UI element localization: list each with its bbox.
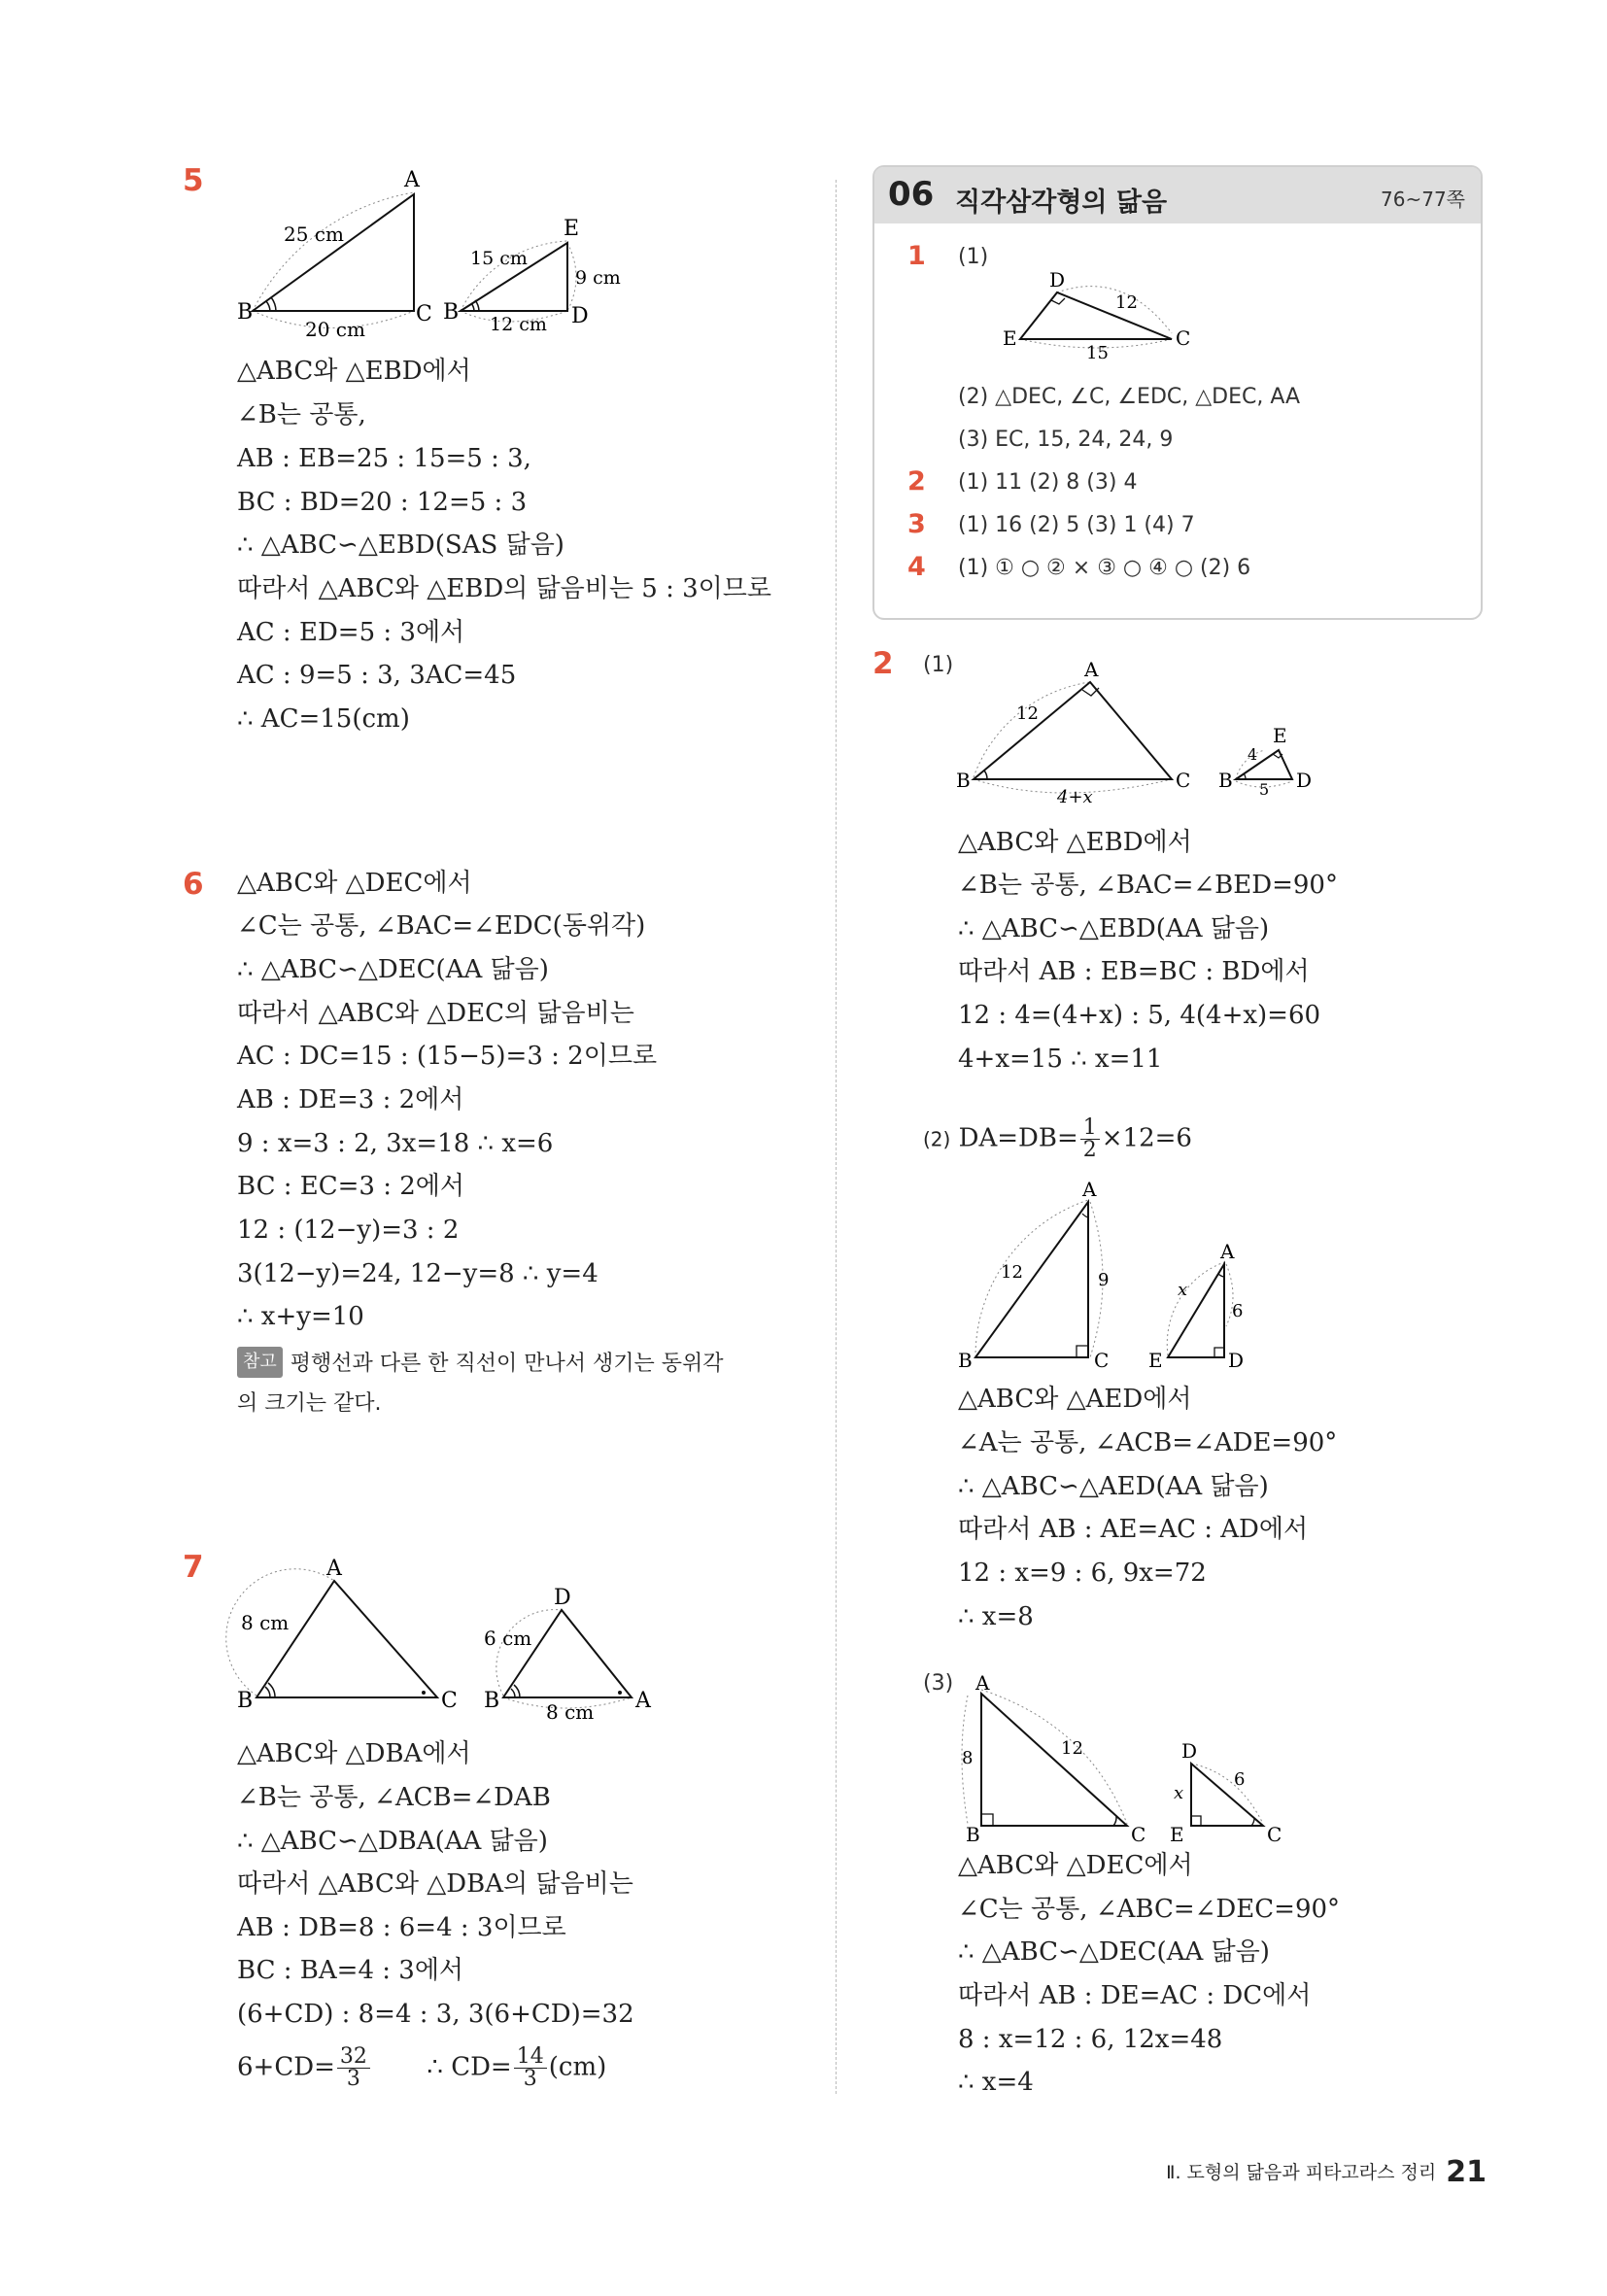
p2-s2-side-ab: 12 <box>1001 1262 1023 1283</box>
p6-line-1: △ABC와 △DEC에서 <box>237 869 472 898</box>
p7-vertex-a: A <box>326 1557 342 1581</box>
box-answer-1-number: 1 <box>907 241 926 271</box>
p6-note <box>237 1347 724 1379</box>
p2-s1-line-4: 따라서 AB : EB=BC : BD에서 <box>958 957 1310 986</box>
p2-s3-vertex-c: C <box>1131 1823 1146 1846</box>
p6-line-3: ∴ △ABC∽△DEC(AA 닮음) <box>237 955 549 984</box>
p5-side-bd: 12 cm <box>490 314 547 335</box>
problem-6-number: 6 <box>183 867 204 902</box>
p6-line-2: ∠C는 공통, ∠BAC=∠EDC(동위각) <box>237 911 646 941</box>
p2-s1-line-3: ∴ △ABC∽△EBD(AA 닮음) <box>958 914 1270 943</box>
p2-s3-line-5: 8 : x=12 : 6, 12x=48 <box>958 2025 1223 2054</box>
box-fig-vertex-c: C <box>1176 326 1191 350</box>
p2-s2-side-ad: 6 <box>1232 1301 1244 1321</box>
problem-7-figure <box>233 1559 680 1725</box>
p7-line-5: AB : DB=8 : 6=4 : 3이므로 <box>237 1913 566 1942</box>
box-answer-1-part3: (3) EC, 15, 24, 24, 9 <box>958 428 1174 452</box>
p5-vertex-b2: B <box>443 300 460 325</box>
p2-s2-vertex-c: C <box>1094 1349 1110 1372</box>
section-06-answer-box <box>872 165 1483 620</box>
p2-s1-side-bc: 4+x <box>1057 787 1093 807</box>
p6-line-6: AB : DE=3 : 2에서 <box>237 1085 464 1114</box>
p6-line-8: BC : EC=3 : 2에서 <box>237 1172 465 1201</box>
p2-s3-vertex-e: E <box>1170 1823 1184 1846</box>
p6-line-7: 9 : x=3 : 2, 3x=18 ∴ x=6 <box>237 1129 554 1158</box>
p5-line-7: AC : ED=5 : 3에서 <box>237 618 465 647</box>
p2-s2-vertex-d: D <box>1228 1349 1245 1372</box>
p2-s3-side-ac: 12 <box>1061 1738 1083 1759</box>
p6-note-text-1: 평행선과 다른 한 직선이 만나서 생기는 동위각 <box>290 1352 724 1376</box>
p2-s2-line-4: 따라서 AB : AE=AC : AD에서 <box>958 1515 1309 1544</box>
p5-line-1: △ABC와 △EBD에서 <box>237 357 471 386</box>
p2-s2-label: (2) <box>923 1127 951 1151</box>
p2-s2-figure <box>952 1178 1282 1375</box>
page-footer <box>1166 2155 1487 2189</box>
p2-s1-vertex-e: E <box>1273 724 1287 747</box>
p7-vertex-b: B <box>237 1689 254 1713</box>
p2-s2-side-ae: x <box>1178 1280 1188 1300</box>
frac-denominator: 3 <box>346 2067 360 2091</box>
p5-vertex-e: E <box>564 217 580 241</box>
p2-s1-line-5: 12 : 4=(4+x) : 5, 4(4+x)=60 <box>958 1001 1321 1030</box>
p7-last-b: ∴ CD= <box>427 2052 512 2082</box>
p2-s1-label: (1) <box>923 653 954 677</box>
fraction-14-3 <box>514 2046 547 2090</box>
p5-side-ab: 25 cm <box>284 223 344 246</box>
p7-side-ab: 8 cm <box>241 1611 290 1634</box>
p6-line-11: ∴ x+y=10 <box>237 1302 364 1331</box>
p6-line-9: 12 : (12−y)=3 : 2 <box>237 1216 460 1245</box>
problem-5-figure <box>223 165 632 340</box>
box-answer-4: (1) ① ○ ② × ③ ○ ④ ○ (2) 6 <box>958 556 1251 580</box>
p7-vertex-c: C <box>441 1689 458 1713</box>
p2-s1-vertex-b2: B <box>1218 769 1233 792</box>
p2-s2-side-ac: 9 <box>1098 1270 1110 1290</box>
p7-line-1: △ABC와 △DBA에서 <box>237 1739 471 1768</box>
p7-last-c: (cm) <box>548 2052 607 2082</box>
p2-s2-line-2: ∠A는 공통, ∠ACB=∠ADE=90° <box>958 1428 1338 1457</box>
section-title: 직각삼각형의 닮음 <box>955 188 1168 218</box>
box-fig-side-dc: 12 <box>1115 292 1138 313</box>
p2-s3-line-6: ∴ x=4 <box>958 2068 1034 2097</box>
frac-denominator: 2 <box>1082 1138 1097 1162</box>
p2-s1-side-ab: 12 <box>1016 703 1039 724</box>
p2-s1-side-bd: 5 <box>1259 780 1270 799</box>
fraction-1-2 <box>1080 1117 1100 1161</box>
p7-vertex-d: D <box>554 1586 571 1610</box>
p2-s1-line-2: ∠B는 공통, ∠BAC=∠BED=90° <box>958 871 1338 900</box>
p7-side-db: 6 cm <box>484 1627 532 1650</box>
p5-side-bc: 20 cm <box>305 318 365 341</box>
p2-s3-line-2: ∠C는 공통, ∠ABC=∠DEC=90° <box>958 1895 1341 1924</box>
p2-s3-line-4: 따라서 AB : DE=AC : DC에서 <box>958 1981 1312 2010</box>
p2-s1-line-1: △ABC와 △EBD에서 <box>958 828 1192 857</box>
p5-line-4: BC : BD=20 : 12=5 : 3 <box>237 488 528 517</box>
frac-numerator: 1 <box>1080 1117 1100 1140</box>
p2-s3-side-ab: 8 <box>962 1748 974 1768</box>
section-pages: 76~77쪽 <box>1381 188 1465 211</box>
p5-vertex-b: B <box>237 300 254 325</box>
p2-s1-line-6: 4+x=15 ∴ x=11 <box>958 1045 1163 1074</box>
p5-line-9: ∴ AC=15(cm) <box>237 704 410 734</box>
box-answer-1-part1: (1) <box>958 245 989 269</box>
p7-line-3: ∴ △ABC∽△DBA(AA 닮음) <box>237 1827 548 1856</box>
p2-s3-side-de: x <box>1174 1783 1184 1803</box>
frac-numerator: 14 <box>514 2046 547 2069</box>
frac-denominator: 3 <box>523 2067 537 2091</box>
p7-line-2: ∠B는 공통, ∠ACB=∠DAB <box>237 1783 551 1812</box>
note-badge: 참고 <box>237 1347 283 1378</box>
p7-vertex-b2: B <box>484 1689 500 1713</box>
page-number: 21 <box>1446 2155 1487 2189</box>
p5-line-5: ∴ △ABC∽△EBD(SAS 닮음) <box>237 531 564 560</box>
fraction-32-3 <box>337 2046 370 2090</box>
p2-s3-label: (3) <box>923 1671 954 1696</box>
p7-line-4: 따라서 △ABC와 △DBA의 닮음비는 <box>237 1869 633 1899</box>
box-fig-vertex-d: D <box>1049 268 1066 291</box>
p2-s2-vertex-b: B <box>958 1349 973 1372</box>
box-answer-1-part2: (2) △DEC, ∠C, ∠EDC, △DEC, AA <box>958 385 1301 409</box>
p2-s2-vertex-a: A <box>1082 1178 1097 1201</box>
p7-vertex-a2: A <box>635 1689 651 1713</box>
p5-line-2: ∠B는 공통, <box>237 400 366 429</box>
box-fig-vertex-e: E <box>1003 326 1017 350</box>
p2-s3-line-3: ∴ △ABC∽△DEC(AA 닮음) <box>958 1937 1270 1967</box>
p7-line-8 <box>237 2046 606 2090</box>
p5-vertex-c: C <box>416 302 432 326</box>
box-answer-4-number: 4 <box>907 552 926 582</box>
p5-line-3: AB : EB=25 : 15=5 : 3, <box>237 444 531 473</box>
p7-last-a: 6+CD= <box>237 2052 335 2082</box>
p2-s3-vertex-a: A <box>975 1671 990 1695</box>
p2-s2-vertex-e: E <box>1148 1349 1163 1372</box>
section-header <box>874 167 1481 223</box>
p2-s1-vertex-c: C <box>1176 769 1191 792</box>
column-divider <box>836 180 837 2094</box>
p6-line-4: 따라서 △ABC와 △DEC의 닮음비는 <box>237 999 634 1028</box>
p2-s1-vertex-b: B <box>956 769 971 792</box>
box-answer-1-figure <box>991 250 1224 363</box>
p2-s2-line-3: ∴ △ABC∽△AED(AA 닮음) <box>958 1472 1269 1501</box>
p6-line-5: AC : DC=15 : (15−5)=3 : 2이므로 <box>237 1042 658 1071</box>
p5-line-6: 따라서 △ABC와 △EBD의 닮음비는 5 : 3이므로 <box>237 574 772 603</box>
p2-s3-vertex-b: B <box>966 1823 980 1846</box>
p2-s2-line-5: 12 : x=9 : 6, 9x=72 <box>958 1559 1207 1588</box>
problem-5-number: 5 <box>183 163 204 198</box>
box-answer-2-number: 2 <box>907 466 926 497</box>
frac-numerator: 32 <box>337 2046 370 2069</box>
p2-s3-line-1: △ABC와 △DEC에서 <box>958 1851 1193 1880</box>
box-answer-2: (1) 11 (2) 8 (3) 4 <box>958 470 1138 495</box>
p5-line-8: AC : 9=5 : 3, 3AC=45 <box>237 661 517 690</box>
p5-side-eb: 15 cm <box>470 248 528 269</box>
p2-s2-eq-a: DA=DB= <box>958 1123 1078 1153</box>
problem-2-number: 2 <box>872 646 894 681</box>
p6-note-text-2: 의 크기는 같다. <box>237 1391 382 1416</box>
box-fig-side-ec: 15 <box>1086 343 1109 363</box>
p2-s2-line-1: △ABC와 △AED에서 <box>958 1385 1192 1414</box>
p2-s1-figure <box>952 658 1341 807</box>
box-answer-3-number: 3 <box>907 509 926 539</box>
footer-chapter: Ⅱ. 도형의 닮음과 피타고라스 정리 <box>1166 2162 1437 2183</box>
p6-line-10: 3(12−y)=24, 12−y=8 ∴ y=4 <box>237 1259 598 1288</box>
problem-7-number: 7 <box>183 1550 204 1585</box>
p7-line-7: (6+CD) : 8=4 : 3, 3(6+CD)=32 <box>237 2000 634 2029</box>
box-answer-3: (1) 16 (2) 5 (3) 1 (4) 7 <box>958 513 1195 537</box>
p2-s1-side-be: 4 <box>1248 745 1258 764</box>
p2-s2-eq-b: ×12=6 <box>1101 1123 1192 1153</box>
p7-side-ba: 8 cm <box>546 1700 595 1724</box>
p2-s3-vertex-c2: C <box>1267 1823 1282 1846</box>
p2-s1-vertex-a: A <box>1084 658 1099 681</box>
section-number: 06 <box>888 175 935 214</box>
p2-s2-line-6: ∴ x=8 <box>958 1602 1034 1631</box>
p2-s3-side-dc: 6 <box>1234 1769 1246 1790</box>
p7-line-6: BC : BA=4 : 3에서 <box>237 1956 464 1985</box>
p2-s1-vertex-d: D <box>1296 769 1313 792</box>
p2-s2-vertex-a2: A <box>1220 1240 1235 1263</box>
p2-s3-vertex-d: D <box>1181 1739 1198 1763</box>
p2-s3-figure <box>952 1666 1302 1846</box>
p2-s2-equation <box>923 1117 1192 1161</box>
p5-vertex-a: A <box>404 168 420 192</box>
p5-vertex-d: D <box>571 304 589 328</box>
p5-side-ed: 9 cm <box>575 267 621 289</box>
